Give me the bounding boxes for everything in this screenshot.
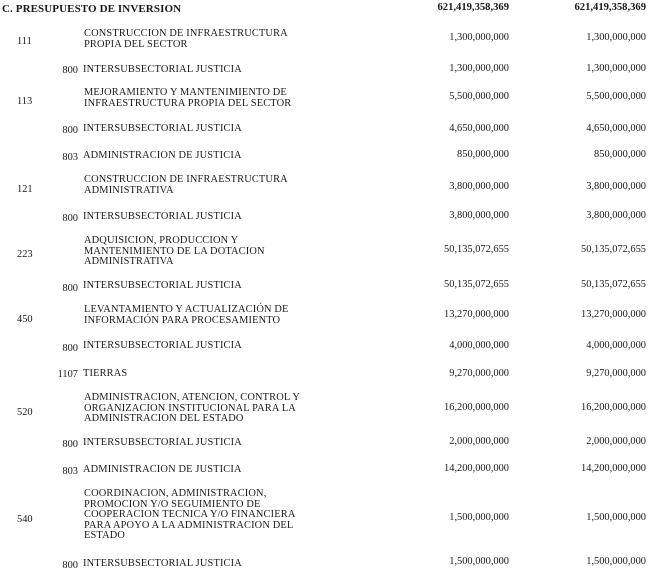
row-value-2: 5,500,000,000	[586, 91, 646, 102]
row-value-2: 1,500,000,000	[586, 512, 646, 523]
row-code: 1107	[57, 369, 78, 380]
row-description: MEJORAMIENTO Y MANTENIMIENTO DE INFRAESTRUCTURA PROPIA DEL SECTOR	[84, 87, 292, 109]
row-description: CONSTRUCCION DE INFRAESTRUCTURA PROPIA DEL SECTOR	[84, 28, 288, 50]
row-value-1: 13,270,000,000	[444, 309, 509, 320]
row-value-1: 1,500,000,000	[449, 512, 509, 523]
row-value-2: 14,200,000,000	[581, 463, 646, 474]
row-code: 800	[62, 65, 78, 76]
row-description: LEVANTAMIENTO Y ACTUALIZACIÓN DE INFORMACIÓN PARA PROCESAMIENTO	[84, 304, 289, 326]
section-title: C. PRESUPUESTO DE INVERSION	[2, 3, 182, 15]
row-value-2: 850,000,000	[594, 149, 646, 160]
row-value-2: 4,000,000,000	[586, 340, 646, 351]
row-value-1: 4,000,000,000	[449, 340, 509, 351]
row-value-2: 50,135,072,655	[581, 244, 646, 255]
row-code: 800	[62, 560, 78, 571]
row-value-2: 3,800,000,000	[586, 210, 646, 221]
row-value-1: 50,135,072,655	[444, 279, 509, 290]
row-value-1: 850,000,000	[457, 149, 509, 160]
row-value-1: 14,200,000,000	[444, 463, 509, 474]
row-value-2: 50,135,072,655	[581, 279, 646, 290]
row-description: ADMINISTRACION, ATENCION, CONTROL Y ORGANIZACION INSTITUCIONAL PARA LA ADMINISTRACION DEL ESTADO	[84, 392, 301, 425]
row-description: ADMINISTRACION DE JUSTICIA	[83, 464, 242, 475]
row-description: INTERSUBSECTORIAL JUSTICIA	[83, 340, 242, 351]
row-code: 121	[17, 184, 33, 195]
row-value-1: 3,800,000,000	[449, 181, 509, 192]
row-description: INTERSUBSECTORIAL JUSTICIA	[83, 437, 242, 448]
row-description: TIERRAS	[83, 368, 128, 379]
row-value-1: 5,500,000,000	[449, 91, 509, 102]
row-code: 111	[17, 36, 32, 47]
row-value-1: 3,800,000,000	[449, 210, 509, 221]
row-description: INTERSUBSECTORIAL JUSTICIA	[83, 123, 242, 134]
row-description: INTERSUBSECTORIAL JUSTICIA	[83, 558, 242, 569]
row-value-2: 3,800,000,000	[586, 181, 646, 192]
row-code: 800	[62, 125, 78, 136]
row-value-2: 16,200,000,000	[581, 402, 646, 413]
row-code: 800	[62, 439, 78, 450]
row-value-2: 4,650,000,000	[586, 123, 646, 134]
row-value-2: 1,300,000,000	[586, 32, 646, 43]
row-code: 223	[17, 249, 33, 260]
row-description: ADMINISTRACION DE JUSTICIA	[83, 150, 242, 161]
row-value-2: 13,270,000,000	[581, 309, 646, 320]
row-value-1: 16,200,000,000	[444, 402, 509, 413]
row-value-1: 4,650,000,000	[449, 123, 509, 134]
row-code: 803	[62, 466, 78, 477]
row-description: ADQUISICION, PRODUCCION Y MANTENIMIENTO DE LA DOTACION ADMINISTRATIVA	[84, 235, 265, 268]
row-value-1: 50,135,072,655	[444, 244, 509, 255]
row-value-1: 1,300,000,000	[449, 32, 509, 43]
row-description: COORDINACION, ADMINISTRACION, PROMOCION Y/O SEGUIMIENTO DE COOPERACION TECNICA Y/O FINANCIERA PARA APOYO A LA ADMINISTRACION DEL ESTADO	[84, 488, 296, 542]
row-value-2: 9,270,000,000	[586, 368, 646, 379]
row-description: CONSTRUCCION DE INFRAESTRUCTURA ADMINISTRATIVA	[84, 174, 288, 196]
row-value-1: 9,270,000,000	[449, 368, 509, 379]
section-total-value-1: 621,419,358,369	[437, 2, 509, 13]
row-value-2: 1,500,000,000	[586, 556, 646, 567]
row-code: 800	[62, 283, 78, 294]
section-total-value-2: 621,419,358,369	[574, 2, 646, 13]
row-value-1: 2,000,000,000	[449, 436, 509, 447]
row-value-1: 1,500,000,000	[449, 556, 509, 567]
row-description: INTERSUBSECTORIAL JUSTICIA	[83, 64, 242, 75]
row-code: 800	[62, 343, 78, 354]
row-value-2: 2,000,000,000	[586, 436, 646, 447]
row-value-1: 1,300,000,000	[449, 63, 509, 74]
row-code: 803	[62, 152, 78, 163]
row-description: INTERSUBSECTORIAL JUSTICIA	[83, 280, 242, 291]
row-description: INTERSUBSECTORIAL JUSTICIA	[83, 211, 242, 222]
row-code: 800	[62, 213, 78, 224]
row-code: 450	[17, 314, 33, 325]
row-code: 520	[17, 407, 33, 418]
row-code: 540	[17, 514, 33, 525]
row-code: 113	[17, 96, 33, 107]
row-value-2: 1,300,000,000	[586, 63, 646, 74]
